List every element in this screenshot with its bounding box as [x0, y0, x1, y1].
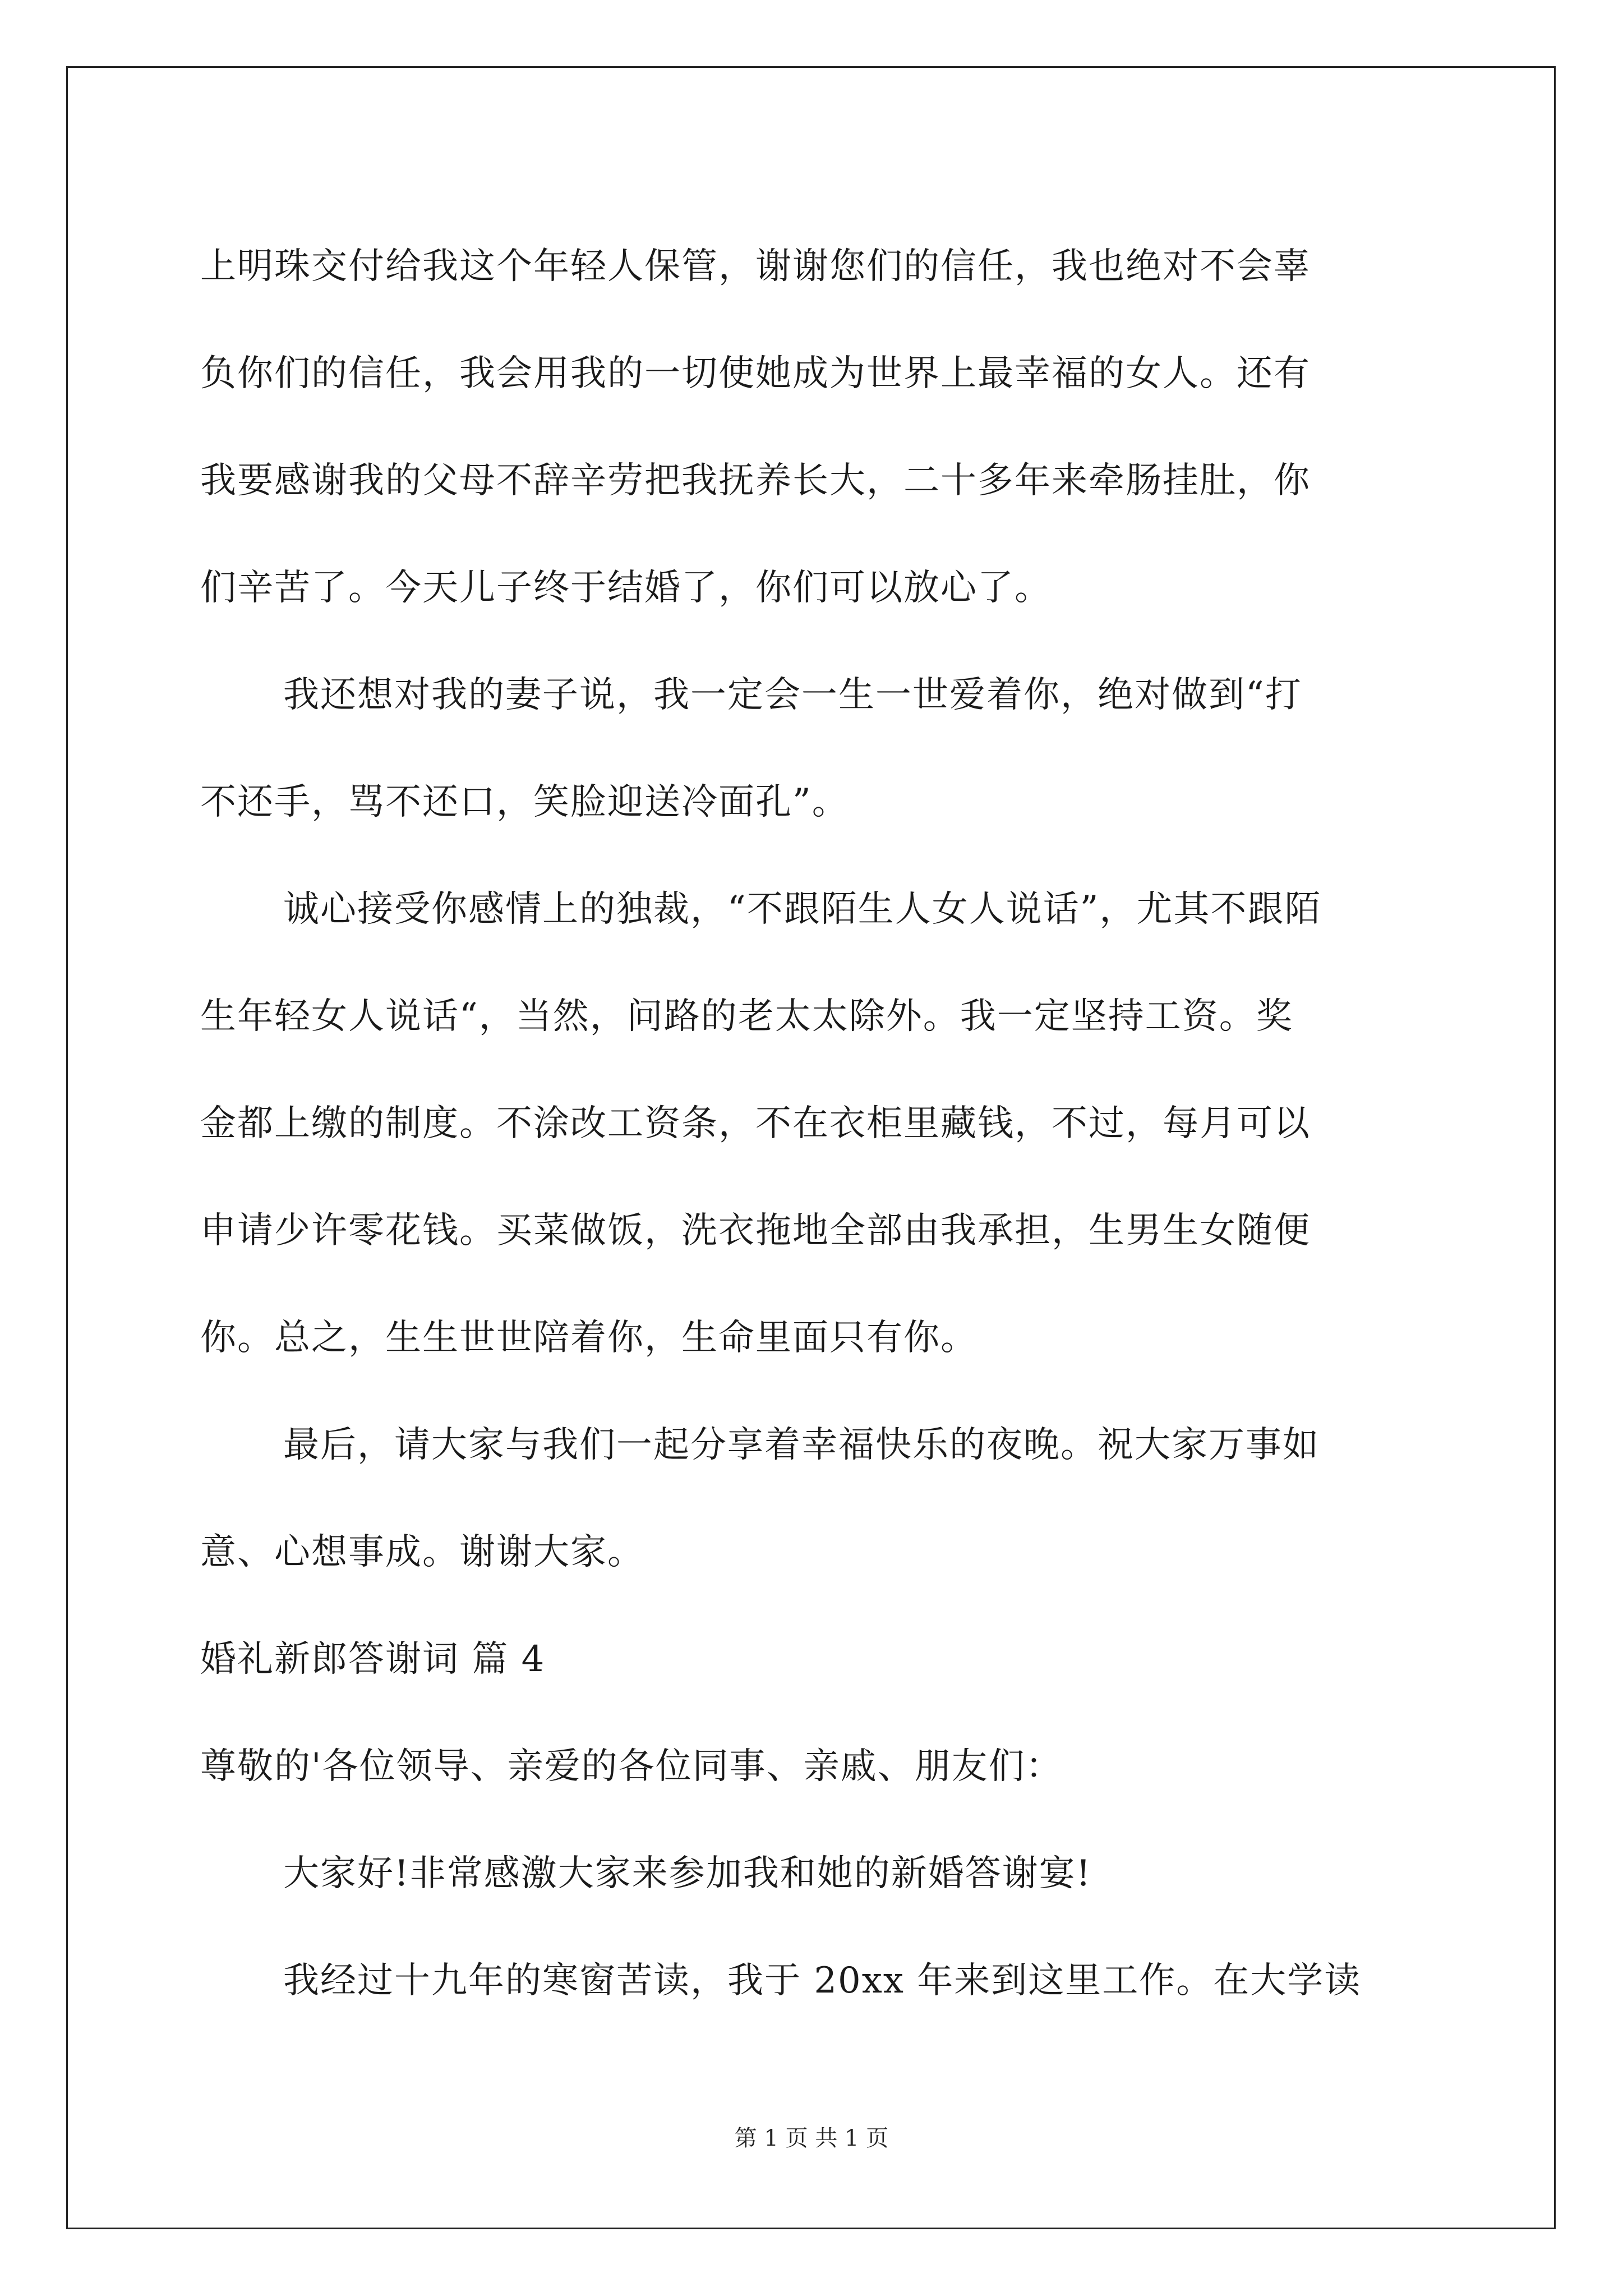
text-line: 我还想对我的妻子说，我一定会一生一世爱着你，绝对做到“打 — [283, 674, 1302, 716]
salutation-line: 尊敬的'各位领导、亲爱的各位同事、亲戚、朋友们： — [200, 1746, 1063, 1787]
page-footer: 第 1 页 共 1 页 — [734, 2125, 889, 2151]
text-line: 上明珠交付给我这个年轻人保管，谢谢您们的信任，我也绝对不会辜 — [200, 246, 1311, 287]
section-heading: 婚礼新郎答谢词 篇 4 — [200, 1639, 546, 1680]
text-line: 负你们的信任，我会用我的一切使她成为世界上最幸福的女人。还有 — [200, 353, 1311, 394]
text-line: 们辛苦了。今天儿子终于结婚了，你们可以放心了。 — [200, 567, 1052, 609]
text-line: 不还手，骂不还口，笑脸迎送冷面孔”。 — [200, 781, 849, 823]
text-line: 最后，请大家与我们一起分享着幸福快乐的夜晚。祝大家万事如 — [283, 1424, 1320, 1466]
text-line: 你。总之，生生世世陪着你，生命里面只有你。 — [200, 1317, 978, 1359]
text-line: 生年轻女人说话“，当然，问路的老太太除外。我一定坚持工资。奖 — [200, 996, 1293, 1037]
text-line: 申请少许零花钱。买菜做饭，洗衣拖地全部由我承担，生男生女随便 — [200, 1210, 1311, 1251]
text-line: 意、心想事成。谢谢大家。 — [200, 1531, 644, 1573]
text-line: 我要感谢我的父母不辞辛劳把我抚养长大，二十多年来牵肠挂肚，你 — [200, 460, 1311, 501]
text-line: 金都上缴的制度。不涂改工资条，不在衣柜里藏钱，不过，每月可以 — [200, 1103, 1311, 1144]
document-body — [200, 213, 1423, 2035]
text-line: 诚心接受你感情上的独裁，“不跟陌生人女人说话”，尤其不跟陌 — [283, 889, 1322, 930]
text-line: 大家好!非常感激大家来参加我和她的新婚答谢宴! — [283, 1853, 1092, 1894]
text-line: 我经过十九年的寒窗苦读，我于 20xx 年来到这里工作。在大学读 — [283, 1960, 1362, 2001]
